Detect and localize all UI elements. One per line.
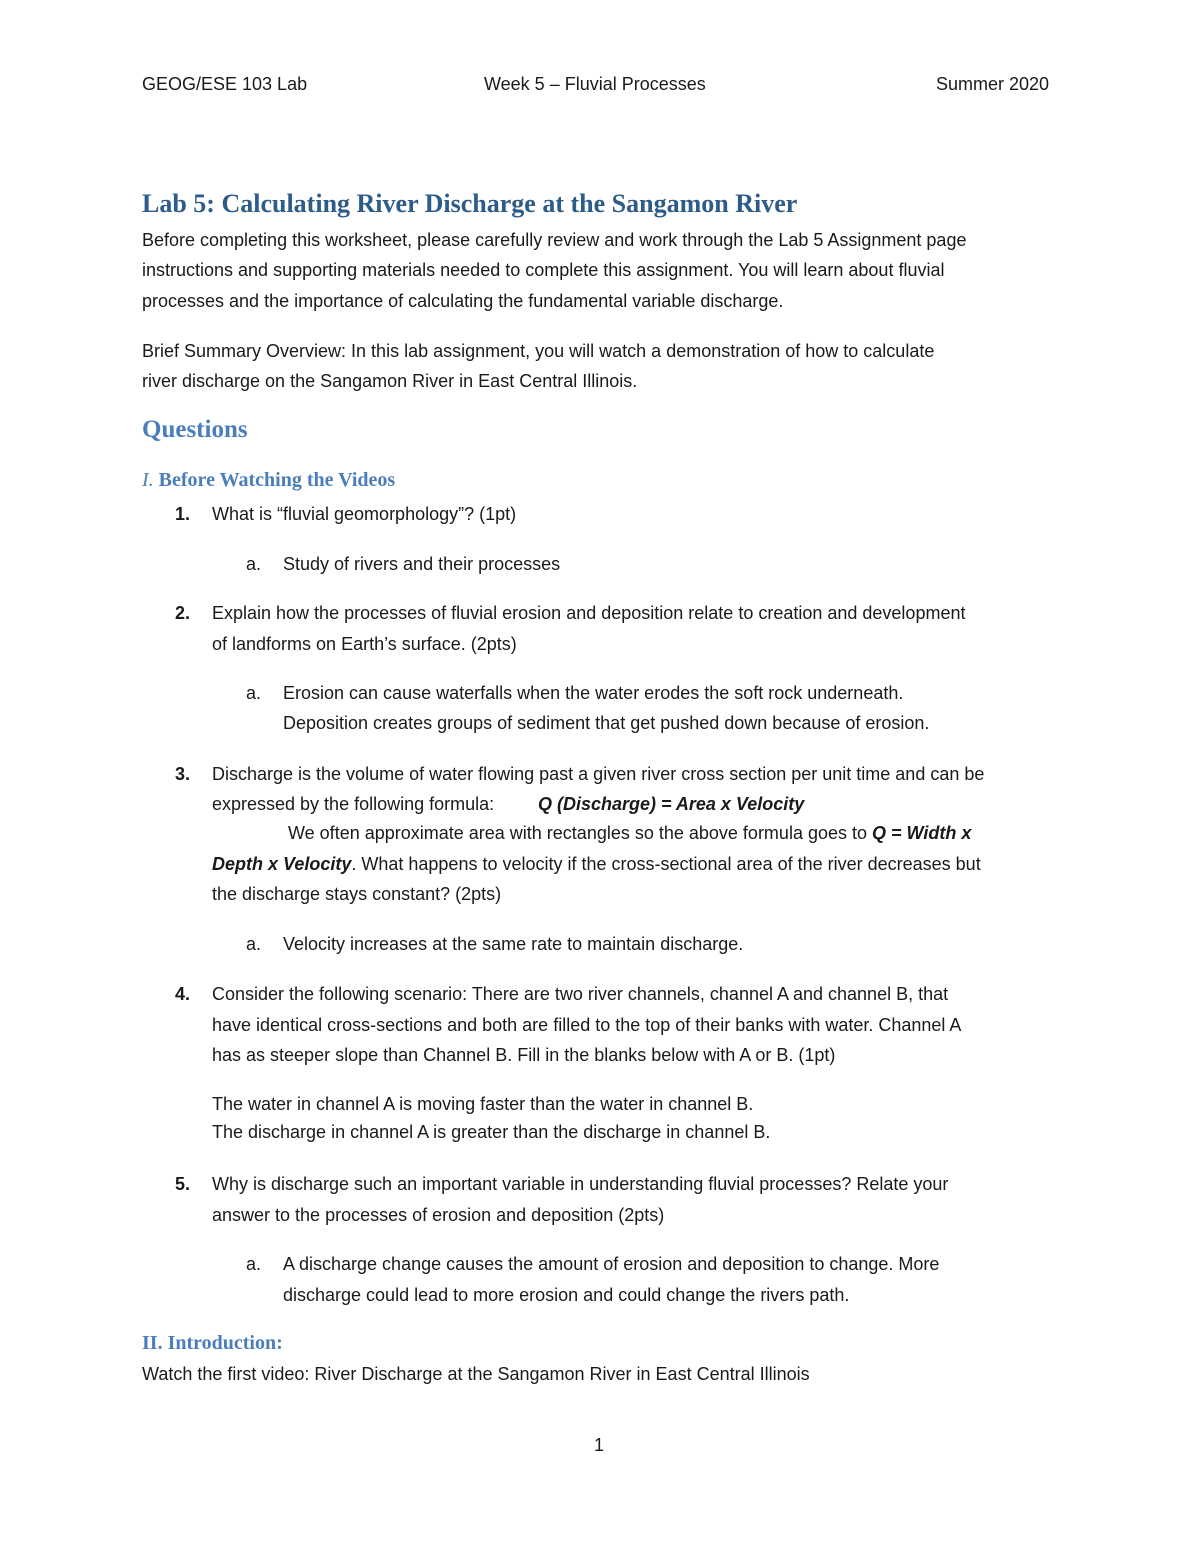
- q5-answer-line-1: A discharge change causes the amount of erosion and deposition to change. More: [283, 1254, 940, 1274]
- q2-line-2: of landforms on Earth’s surface. (2pts): [212, 634, 517, 654]
- section-1-heading: [142, 469, 395, 492]
- q4-line-2: have identical cross-sections and both are filled to the top of their banks with water. Channel A: [212, 1015, 962, 1035]
- q4-number: 4.: [175, 984, 191, 1004]
- q2-answer-line-2: Deposition creates groups of sediment that get pushed down because of erosion.: [283, 713, 930, 733]
- q3-line-4: [212, 849, 981, 879]
- q3-answer-letter: a.: [246, 934, 262, 954]
- q2-answer-line-1: Erosion can cause waterfalls when the water erodes the soft rock underneath.: [283, 683, 904, 703]
- q3-line-4-formula: Depth x Velocity: [212, 854, 352, 874]
- header-course: GEOG/ESE 103 Lab: [142, 74, 308, 94]
- q1-number: 1.: [175, 504, 191, 524]
- q5-line-2: answer to the processes of erosion and deposition (2pts): [212, 1205, 665, 1225]
- q3-line-3-formula: Q = Width x: [872, 823, 972, 843]
- q3-line-4-text: . What happens to velocity if the cross-sectional area of the river decreases but: [351, 854, 981, 874]
- summary-line-2: river discharge on the Sangamon River in East Central Illinois.: [142, 371, 638, 391]
- summary-line-1: Brief Summary Overview: In this lab assignment, you will watch a demonstration of how to calculate: [142, 341, 935, 361]
- q5-answer-letter: a.: [246, 1254, 262, 1274]
- q1-answer-letter: a.: [246, 554, 262, 574]
- intro-line-2: instructions and supporting materials needed to complete this assignment. You will learn about fluvial: [142, 260, 945, 280]
- q3-line-3: [288, 818, 971, 848]
- q1-answer: Study of rivers and their processes: [283, 554, 561, 574]
- section-1-title: Before Watching the Videos: [158, 469, 396, 491]
- page-title: Lab 5: Calculating River Discharge at the Sangamon River: [142, 189, 798, 218]
- header-term: Summer 2020: [936, 74, 1050, 94]
- q4-line-3: has as steeper slope than Channel B. Fill in the blanks below with A or B. (1pt): [212, 1045, 836, 1065]
- q3-answer: Velocity increases at the same rate to maintain discharge.: [283, 934, 744, 954]
- q3-line-5: the discharge stays constant? (2pts): [212, 884, 502, 904]
- page-number: 1: [594, 1435, 605, 1455]
- q3-line-1: Discharge is the volume of water flowing past a given river cross section per unit time and can be: [212, 764, 985, 784]
- q2-answer-letter: a.: [246, 683, 262, 703]
- intro-line-1: Before completing this worksheet, please carefully review and work through the Lab 5 Assignment page: [142, 230, 967, 250]
- q3-line-3-text: We often approximate area with rectangles so the above formula goes to: [288, 823, 872, 843]
- q5-line-1: Why is discharge such an important variable in understanding fluvial processes? Relate your: [212, 1174, 949, 1194]
- q4-answer-line-2: The discharge in channel A is greater than the discharge in channel B.: [212, 1122, 771, 1142]
- section-2-heading: II. Introduction:: [142, 1332, 283, 1354]
- q5-number: 5.: [175, 1174, 191, 1194]
- q3-number: 3.: [175, 764, 191, 784]
- q1-text: What is “fluvial geomorphology”? (1pt): [212, 504, 517, 524]
- q2-number: 2.: [175, 603, 191, 623]
- intro-line-3: processes and the importance of calculating the fundamental variable discharge.: [142, 291, 784, 311]
- q3-formula: Q (Discharge) = Area x Velocity: [538, 794, 805, 814]
- video-instruction: Watch the first video: River Discharge at the Sangamon River in East Central Illinois: [142, 1364, 810, 1384]
- q4-answer-line-1: The water in channel A is moving faster than the water in channel B.: [212, 1094, 754, 1114]
- q2-line-1: Explain how the processes of fluvial erosion and deposition relate to creation and development: [212, 603, 966, 623]
- q4-line-1: Consider the following scenario: There are two river channels, channel A and channel B, that: [212, 984, 949, 1004]
- questions-heading: Questions: [142, 416, 248, 443]
- section-1-numeral: I.: [142, 469, 154, 491]
- q5-answer-line-2: discharge could lead to more erosion and could change the rivers path.: [283, 1285, 850, 1305]
- header-week: Week 5 – Fluvial Processes: [484, 74, 706, 94]
- q3-line-2: expressed by the following formula:: [212, 794, 495, 814]
